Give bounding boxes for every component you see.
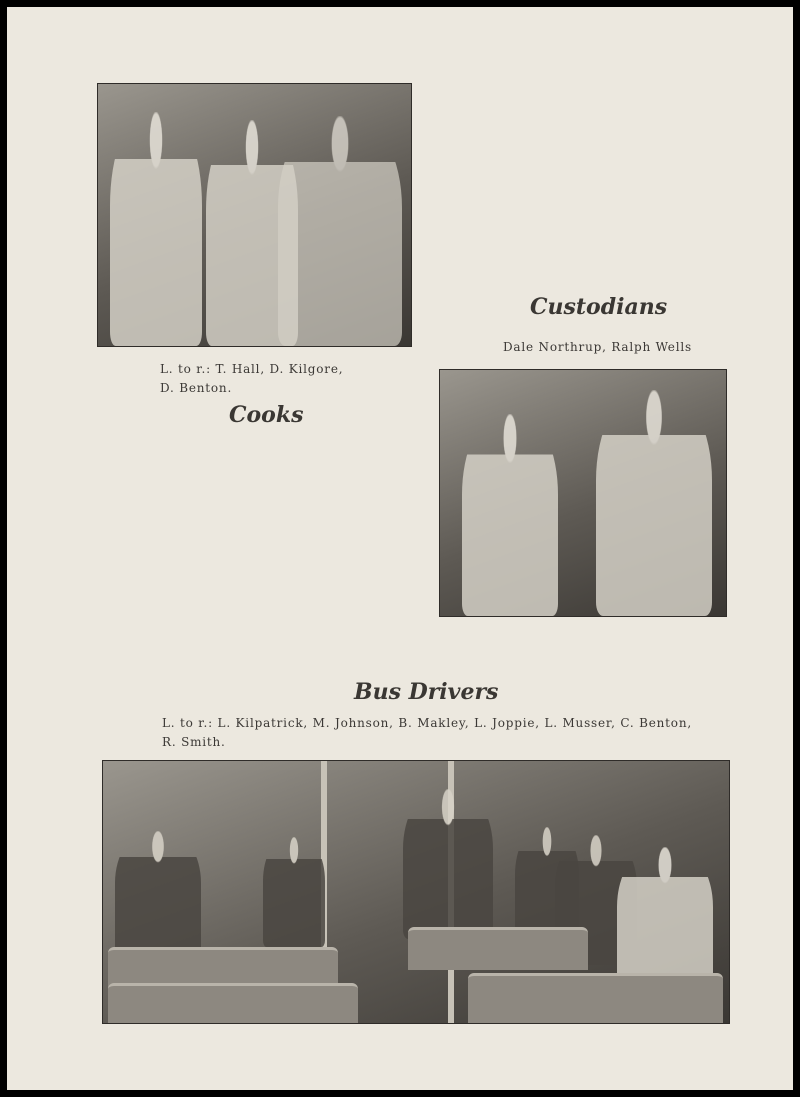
bus-seat: [408, 927, 588, 970]
cook-figure: [110, 112, 202, 346]
driver-figure: [115, 831, 201, 961]
cooks-photo: [97, 83, 412, 347]
bus-drivers-caption-line1: L. to r.: L. Kilpatrick, M. Johnson, B. Makley, L. Joppie, L. Musser, C. Benton,: [162, 716, 692, 730]
bus-seat: [108, 983, 358, 1024]
bus-seat: [468, 973, 723, 1024]
driver-figure: [403, 789, 493, 939]
bus-drivers-heading: Bus Drivers: [354, 679, 499, 705]
custodians-heading: Custodians: [530, 294, 668, 320]
cooks-caption-line2: D. Benton.: [160, 381, 233, 395]
bus-drivers-caption-line2: R. Smith.: [162, 735, 226, 749]
custodian-figure: [462, 414, 558, 616]
cooks-caption-line1: L. to r.: T. Hall, D. Kilgore,: [160, 362, 344, 376]
custodians-caption: Dale Northrup, Ralph Wells: [503, 340, 692, 354]
yearbook-page: [7, 7, 793, 1090]
cook-figure: [278, 116, 402, 346]
bus-drivers-photo: [102, 760, 730, 1024]
cooks-heading: Cooks: [229, 402, 304, 428]
custodians-photo: [439, 369, 727, 617]
driver-figure: [263, 837, 325, 947]
custodian-figure: [596, 390, 712, 616]
